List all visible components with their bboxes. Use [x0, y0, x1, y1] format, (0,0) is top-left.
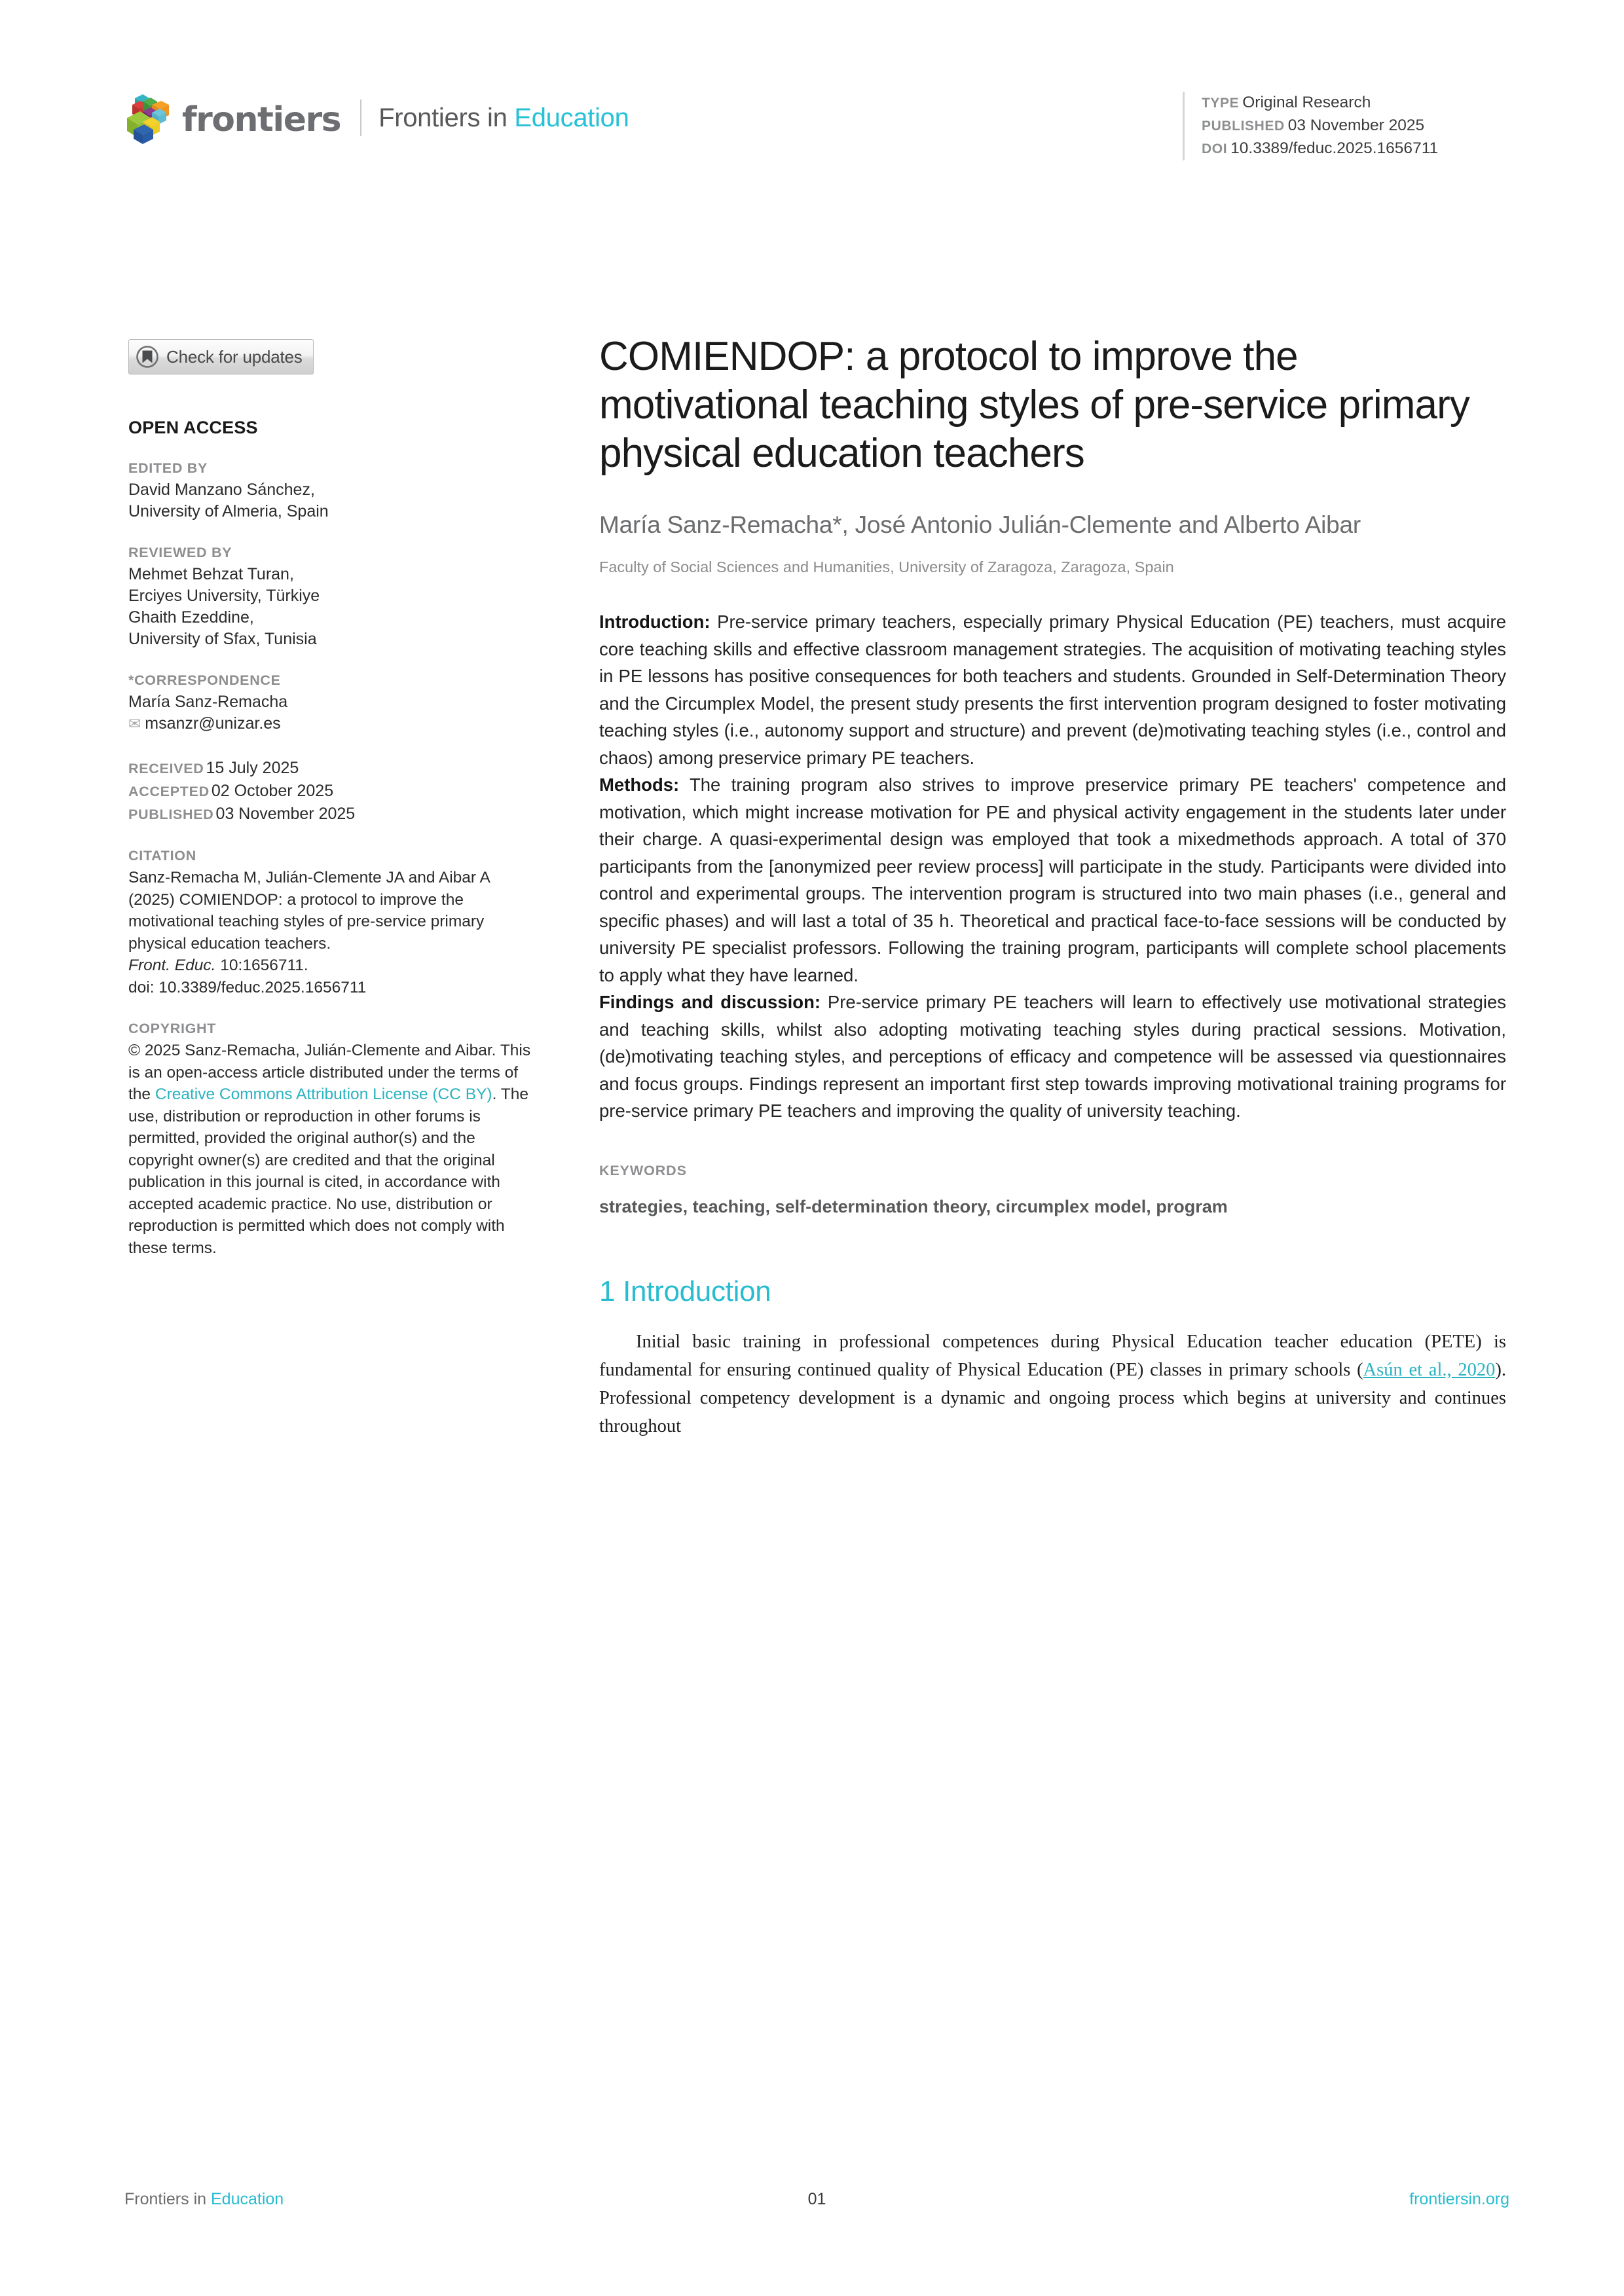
abstract-methods-text: The training program also strives to improve preservice primary PE teachers' competence and motivation, which might increase motivation for PE and physical activity engagement in the students later under their charge. A quasi-experimental design was employed that took a mixedmethods approach. A total of 370 participants from the [anonymized peer review process] will participate in the study. Participants were divided into control and experimental groups. The intervention program is structured into two main phases (i.e., general and specific phases) and will last a total of 35 h. Theoretical and practical face-to-face sessions will be conducted by university PE specialist professors. Following the training program, participants will complete school placements to apply what they have learned. — [599, 774, 1506, 985]
sidebar — [128, 339, 534, 1259]
article-type-row — [1202, 92, 1509, 115]
introduction-paragraph — [599, 1328, 1506, 1440]
affiliation: Faculty of Social Sciences and Humanities, University of Zaragoza, Zaragoza, Spain — [599, 558, 1174, 575]
footer-website-link[interactable]: frontiersin.org — [1409, 2190, 1509, 2208]
citation-group — [128, 848, 534, 998]
article-type-label: TYPE — [1202, 96, 1240, 111]
page-footer — [124, 2190, 1509, 2209]
citation-journal: Front. Educ. — [128, 957, 216, 974]
reviewer-2-affiliation: University of Sfax, Tunisia — [128, 630, 317, 648]
received-label: RECEIVED — [128, 761, 204, 776]
accepted-value: 02 October 2025 — [211, 782, 334, 800]
article-published-row — [1202, 115, 1509, 137]
published-row — [128, 803, 534, 826]
correspondence-email: msanzr@unizar.es — [145, 714, 281, 733]
copyright-text — [128, 1040, 534, 1259]
check-for-updates-button[interactable] — [128, 339, 314, 374]
reference-citation-link[interactable]: Asún et al., 2020 — [1363, 1359, 1496, 1380]
cc-by-license-link[interactable]: Creative Commons Attribution License (CC BY) — [155, 1085, 492, 1103]
published-label: PUBLISHED — [128, 807, 214, 822]
footer-journal-prefix: Frontiers in — [124, 2190, 211, 2208]
citation-volume: 10:1656711. — [215, 957, 308, 974]
section-heading-introduction: 1 Introduction — [599, 1275, 771, 1307]
envelope-icon: ✉ — [128, 715, 141, 732]
copyright-group — [128, 1021, 534, 1259]
check-for-updates-label: Check for updates — [166, 346, 303, 367]
citation-label: CITATION — [128, 848, 196, 864]
reviewed-by-group — [128, 545, 534, 650]
article-metadata — [1183, 92, 1509, 160]
abstract — [599, 608, 1506, 1125]
received-row — [128, 757, 534, 780]
abstract-introduction-text: Pre-service primary teachers, especially primary Physical Education (PE) teachers, must acquire core teaching skills and effective classroom management strategies. The acquisition of motivating teaching styles in PE lessons has positive consequences for both teachers and students. Grounded in Self-Determination Theory and the Circumplex Model, the present study presents the first intervention program designed to foster motivating teaching styles (i.e., autonomy support and structure) and prevent (de)motivating teaching styles (i.e., control and chaos) among preservice primary PE teachers. — [599, 611, 1506, 768]
keywords-label: KEYWORDS — [599, 1162, 687, 1178]
crossmark-icon — [136, 345, 159, 369]
article-published-label: PUBLISHED — [1202, 118, 1285, 134]
journal-name — [378, 103, 629, 133]
copyright-label: COPYRIGHT — [128, 1021, 217, 1036]
abstract-methods-label: Methods: — [599, 774, 680, 795]
citation-text — [128, 867, 534, 998]
introduction-text-pre: Initial basic training in professional competences during Physical Education teacher education (PETE) is fundamental for ensuring continued quality of Physical Education (PE) classes in primary schools ( — [599, 1331, 1506, 1380]
accepted-label: ACCEPTED — [128, 784, 210, 799]
abstract-findings — [599, 989, 1506, 1125]
correspondence-label: *CORRESPONDENCE — [128, 672, 281, 688]
author-list: María Sanz-Remacha*, José Antonio Julián-Clemente and Alberto Aibar — [599, 511, 1361, 538]
article-type-value: Original Research — [1242, 94, 1371, 111]
frontiers-logo-icon — [123, 90, 172, 145]
keywords-list: strategies, teaching, self-determination theory, circumplex model, program — [599, 1196, 1228, 1216]
copyright-pre: © 2025 Sanz-Remacha, Julián-Clemente and Aibar. This is an open-access article distributed under the terms of the — [128, 1042, 531, 1103]
article-published-value: 03 November 2025 — [1287, 117, 1425, 134]
footer-page-number: 01 — [807, 2190, 826, 2208]
correspondence-email-row[interactable] — [128, 713, 534, 735]
abstract-methods — [599, 771, 1506, 989]
introduction-text-post: ). Professional competency development is a dynamic and ongoing process which begins at university and continues throughout — [599, 1359, 1506, 1436]
footer-journal-accent: Education — [210, 2190, 284, 2208]
correspondence-name: María Sanz-Remacha — [128, 693, 288, 711]
edited-by-affiliation: University of Almeria, Spain — [128, 502, 329, 520]
masthead — [123, 88, 629, 147]
dates-group — [128, 757, 534, 826]
open-access-heading: OPEN ACCESS — [128, 418, 258, 437]
edited-by-group — [128, 460, 534, 522]
abstract-introduction-label: Introduction: — [599, 611, 710, 632]
copyright-post: . The use, distribution or reproduction in other forums is permitted, provided the original author(s) and the copyright owner(s) are credited and that the original publication in this journal is cited, in accordance with accepted academic practice. No use, distribution or reproduction is permitted which does not comply with these terms. — [128, 1085, 528, 1257]
published-value: 03 November 2025 — [215, 805, 356, 823]
citation-body: Sanz-Remacha M, Julián-Clemente JA and Aibar A (2025) COMIENDOP: a protocol to improve the motivational teaching styles of pre-service primary physical education teachers. — [128, 869, 490, 953]
accepted-row — [128, 780, 534, 803]
main-column — [599, 333, 1506, 1440]
reviewed-by-label: REVIEWED BY — [128, 545, 232, 560]
journal-name-accent: Education — [514, 103, 629, 132]
edited-by-label: EDITED BY — [128, 460, 208, 476]
abstract-findings-text: Pre-service primary PE teachers will learn to effectively use motivational strategies and teaching skills, whilst also adopting motivating teaching styles during practical sessions. Motivation, (de)motivating teaching styles, and perceptions of efficacy and competence will be assessed via questionnaires and focus groups. Findings represent an important first step towards improving motivational training programs for pre-service primary PE teachers and improving the quality of university teaching. — [599, 992, 1506, 1121]
journal-name-prefix: Frontiers in — [378, 103, 515, 132]
reviewer-1-name: Mehmet Behzat Turan, — [128, 565, 294, 583]
masthead-divider — [360, 100, 361, 136]
citation-doi: doi: 10.3389/feduc.2025.1656711 — [128, 978, 367, 996]
frontiers-wordmark: frontiers — [182, 100, 341, 139]
abstract-findings-label: Findings and discussion: — [599, 992, 821, 1012]
received-value: 15 July 2025 — [206, 759, 299, 777]
edited-by-name: David Manzano Sánchez, — [128, 481, 315, 499]
reviewer-1-affiliation: Erciyes University, Türkiye — [128, 587, 320, 605]
reviewer-2-name: Ghaith Ezeddine, — [128, 608, 254, 627]
article-doi-row — [1202, 137, 1509, 160]
page-title: COMIENDOP: a protocol to improve the motivational teaching styles of pre-service primary physical education teachers — [599, 334, 1469, 476]
correspondence-group — [128, 672, 534, 735]
article-doi-label: DOI — [1202, 141, 1228, 156]
article-doi-value[interactable]: 10.3389/feduc.2025.1656711 — [1230, 139, 1439, 157]
abstract-introduction — [599, 608, 1506, 771]
